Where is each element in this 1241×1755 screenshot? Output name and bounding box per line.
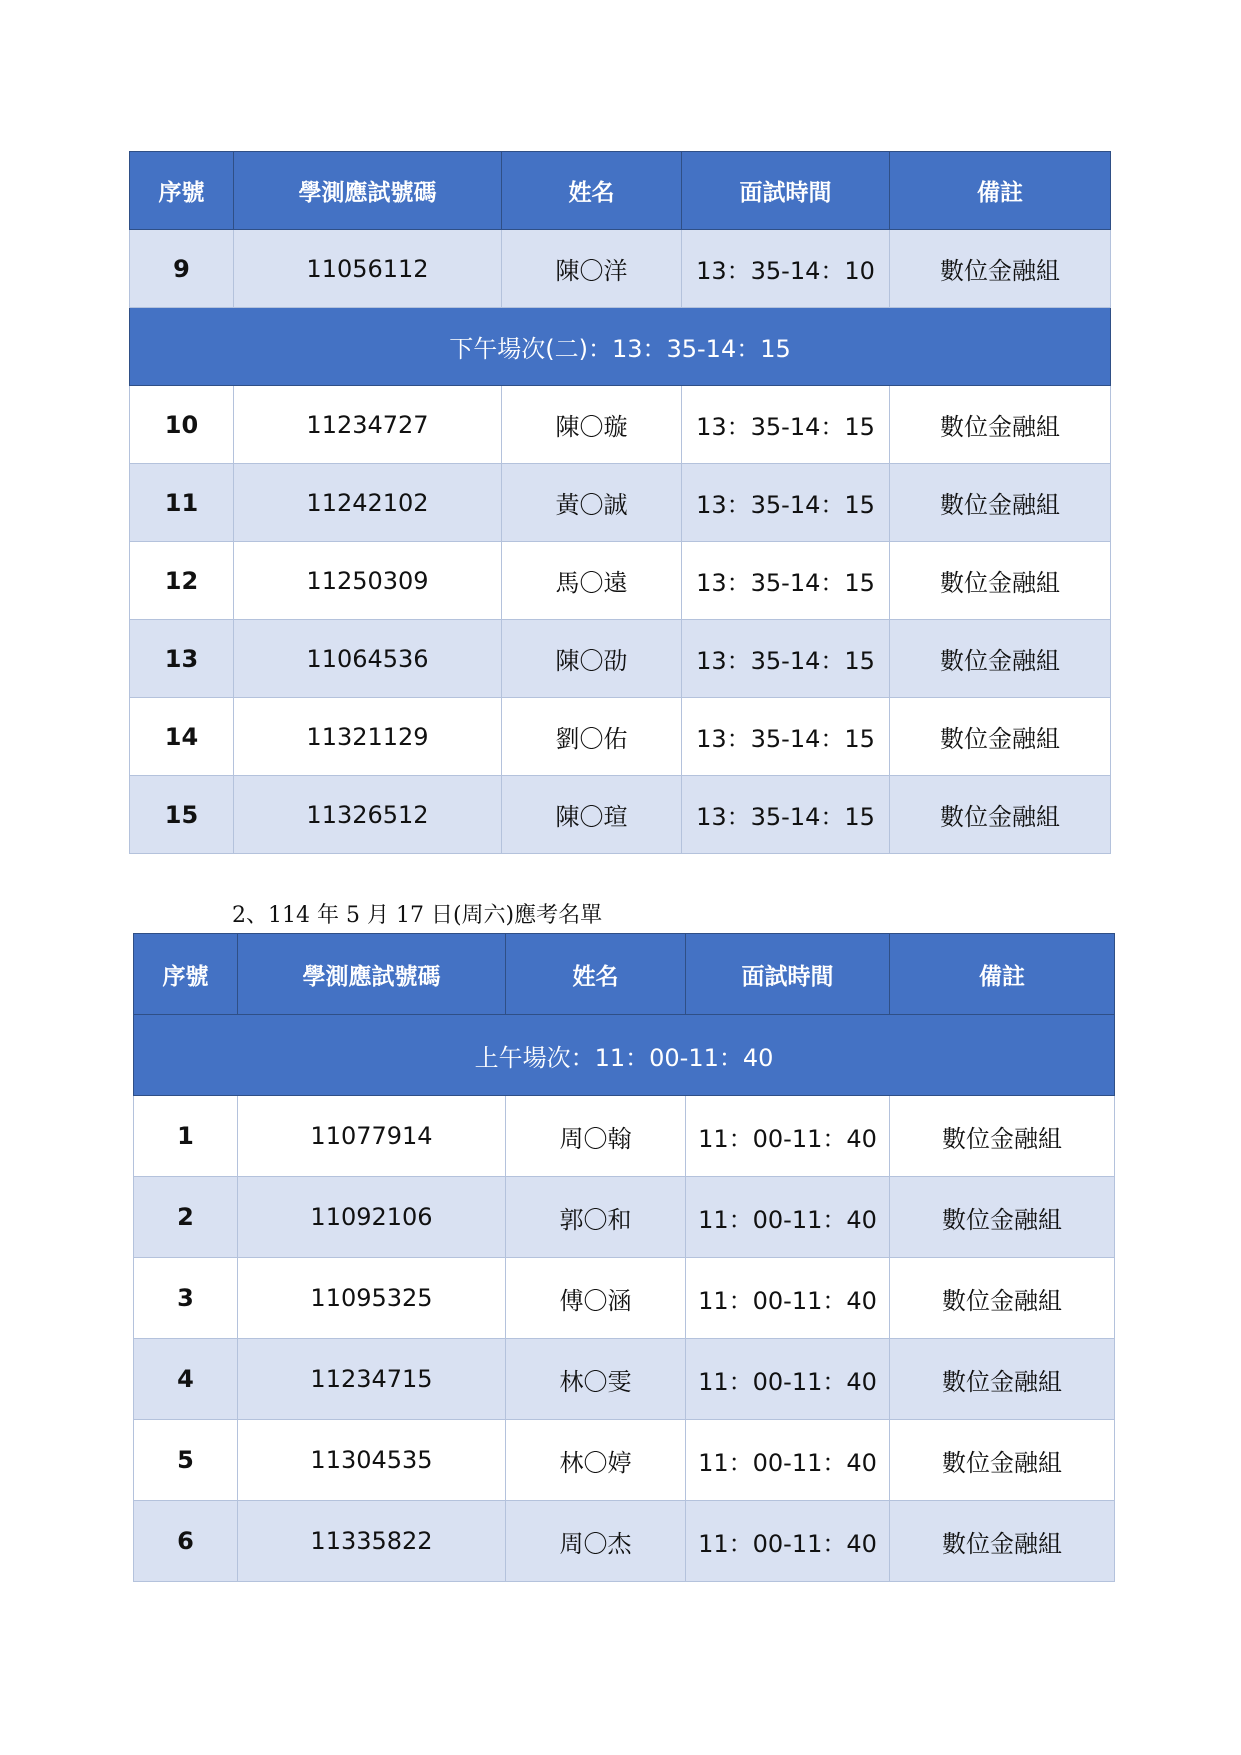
cell-seq: 15 xyxy=(130,776,234,854)
cell-interview-time: 11：00-11：40 xyxy=(686,1501,890,1582)
cell-name: 陳〇洋 xyxy=(502,230,682,308)
session-label: 上午場次：11：00-11：40 xyxy=(134,1015,1115,1096)
cell-note: 數位金融組 xyxy=(890,386,1111,464)
header-exam-number: 學測應試號碼 xyxy=(234,152,502,230)
header-name: 姓名 xyxy=(506,934,686,1015)
cell-name: 陳〇劭 xyxy=(502,620,682,698)
cell-name: 劉〇佑 xyxy=(502,698,682,776)
cell-exam-number: 11335822 xyxy=(238,1501,506,1582)
cell-seq: 11 xyxy=(130,464,234,542)
header-note: 備註 xyxy=(890,152,1111,230)
header-name: 姓名 xyxy=(502,152,682,230)
cell-exam-number: 11234715 xyxy=(238,1339,506,1420)
table-row xyxy=(130,542,1111,620)
cell-interview-time: 13：35-14：15 xyxy=(682,698,890,776)
cell-interview-time: 13：35-14：15 xyxy=(682,776,890,854)
section-title: 2、114 年 5 月 17 日(周六)應考名單 xyxy=(232,903,603,928)
table-row xyxy=(134,1420,1115,1501)
cell-note: 數位金融組 xyxy=(890,230,1111,308)
cell-interview-time: 11：00-11：40 xyxy=(686,1177,890,1258)
session-label: 下午場次(二)：13：35-14：15 xyxy=(130,308,1111,386)
table-row xyxy=(130,776,1111,854)
cell-exam-number: 11077914 xyxy=(238,1096,506,1177)
header-interview-time: 面試時間 xyxy=(686,934,890,1015)
cell-name: 郭〇和 xyxy=(506,1177,686,1258)
header-note: 備註 xyxy=(890,934,1115,1015)
cell-name: 周〇翰 xyxy=(506,1096,686,1177)
cell-interview-time: 13：35-14：15 xyxy=(682,542,890,620)
cell-seq: 9 xyxy=(130,230,234,308)
cell-interview-time: 11：00-11：40 xyxy=(686,1420,890,1501)
table-row xyxy=(130,620,1111,698)
cell-interview-time: 11：00-11：40 xyxy=(686,1258,890,1339)
cell-note: 數位金融組 xyxy=(890,542,1111,620)
table-row xyxy=(134,1339,1115,1420)
cell-name: 周〇杰 xyxy=(506,1501,686,1582)
cell-interview-time: 11：00-11：40 xyxy=(686,1096,890,1177)
cell-note: 數位金融組 xyxy=(890,1501,1115,1582)
header-exam-number: 學測應試號碼 xyxy=(238,934,506,1015)
cell-note: 數位金融組 xyxy=(890,698,1111,776)
cell-note: 數位金融組 xyxy=(890,1096,1115,1177)
cell-exam-number: 11242102 xyxy=(234,464,502,542)
cell-seq: 6 xyxy=(134,1501,238,1582)
cell-seq: 3 xyxy=(134,1258,238,1339)
session-row xyxy=(130,308,1111,386)
cell-note: 數位金融組 xyxy=(890,776,1111,854)
cell-exam-number: 11092106 xyxy=(238,1177,506,1258)
table-row xyxy=(134,1501,1115,1582)
cell-seq: 10 xyxy=(130,386,234,464)
cell-exam-number: 11056112 xyxy=(234,230,502,308)
session-row xyxy=(134,1015,1115,1096)
cell-name: 陳〇瑄 xyxy=(502,776,682,854)
header-seq: 序號 xyxy=(134,934,238,1015)
cell-note: 數位金融組 xyxy=(890,1258,1115,1339)
cell-note: 數位金融組 xyxy=(890,464,1111,542)
cell-interview-time: 13：35-14：15 xyxy=(682,464,890,542)
cell-name: 林〇婷 xyxy=(506,1420,686,1501)
cell-note: 數位金融組 xyxy=(890,1339,1115,1420)
table-row xyxy=(134,1177,1115,1258)
header-seq: 序號 xyxy=(130,152,234,230)
cell-exam-number: 11321129 xyxy=(234,698,502,776)
cell-interview-time: 13：35-14：15 xyxy=(682,620,890,698)
cell-name: 黃〇誠 xyxy=(502,464,682,542)
cell-interview-time: 13：35-14：15 xyxy=(682,386,890,464)
cell-note: 數位金融組 xyxy=(890,1177,1115,1258)
cell-seq: 1 xyxy=(134,1096,238,1177)
cell-seq: 12 xyxy=(130,542,234,620)
cell-exam-number: 11250309 xyxy=(234,542,502,620)
schedule-table-2 xyxy=(133,933,1115,1582)
cell-seq: 14 xyxy=(130,698,234,776)
cell-name: 陳〇璇 xyxy=(502,386,682,464)
cell-name: 馬〇遠 xyxy=(502,542,682,620)
table-row xyxy=(134,1258,1115,1339)
cell-seq: 2 xyxy=(134,1177,238,1258)
cell-note: 數位金融組 xyxy=(890,620,1111,698)
table-row xyxy=(130,230,1111,308)
table-row xyxy=(130,464,1111,542)
cell-exam-number: 11304535 xyxy=(238,1420,506,1501)
cell-seq: 5 xyxy=(134,1420,238,1501)
cell-exam-number: 11095325 xyxy=(238,1258,506,1339)
schedule-table-1 xyxy=(129,151,1111,854)
cell-note: 數位金融組 xyxy=(890,1420,1115,1501)
cell-name: 傅〇涵 xyxy=(506,1258,686,1339)
cell-exam-number: 11234727 xyxy=(234,386,502,464)
cell-seq: 4 xyxy=(134,1339,238,1420)
table-row xyxy=(130,698,1111,776)
cell-interview-time: 11：00-11：40 xyxy=(686,1339,890,1420)
table-header-row xyxy=(130,152,1111,230)
table-row xyxy=(130,386,1111,464)
header-interview-time: 面試時間 xyxy=(682,152,890,230)
cell-seq: 13 xyxy=(130,620,234,698)
table-row xyxy=(134,1096,1115,1177)
cell-name: 林〇雯 xyxy=(506,1339,686,1420)
table-header-row xyxy=(134,934,1115,1015)
cell-exam-number: 11326512 xyxy=(234,776,502,854)
cell-exam-number: 11064536 xyxy=(234,620,502,698)
cell-interview-time: 13：35-14：10 xyxy=(682,230,890,308)
